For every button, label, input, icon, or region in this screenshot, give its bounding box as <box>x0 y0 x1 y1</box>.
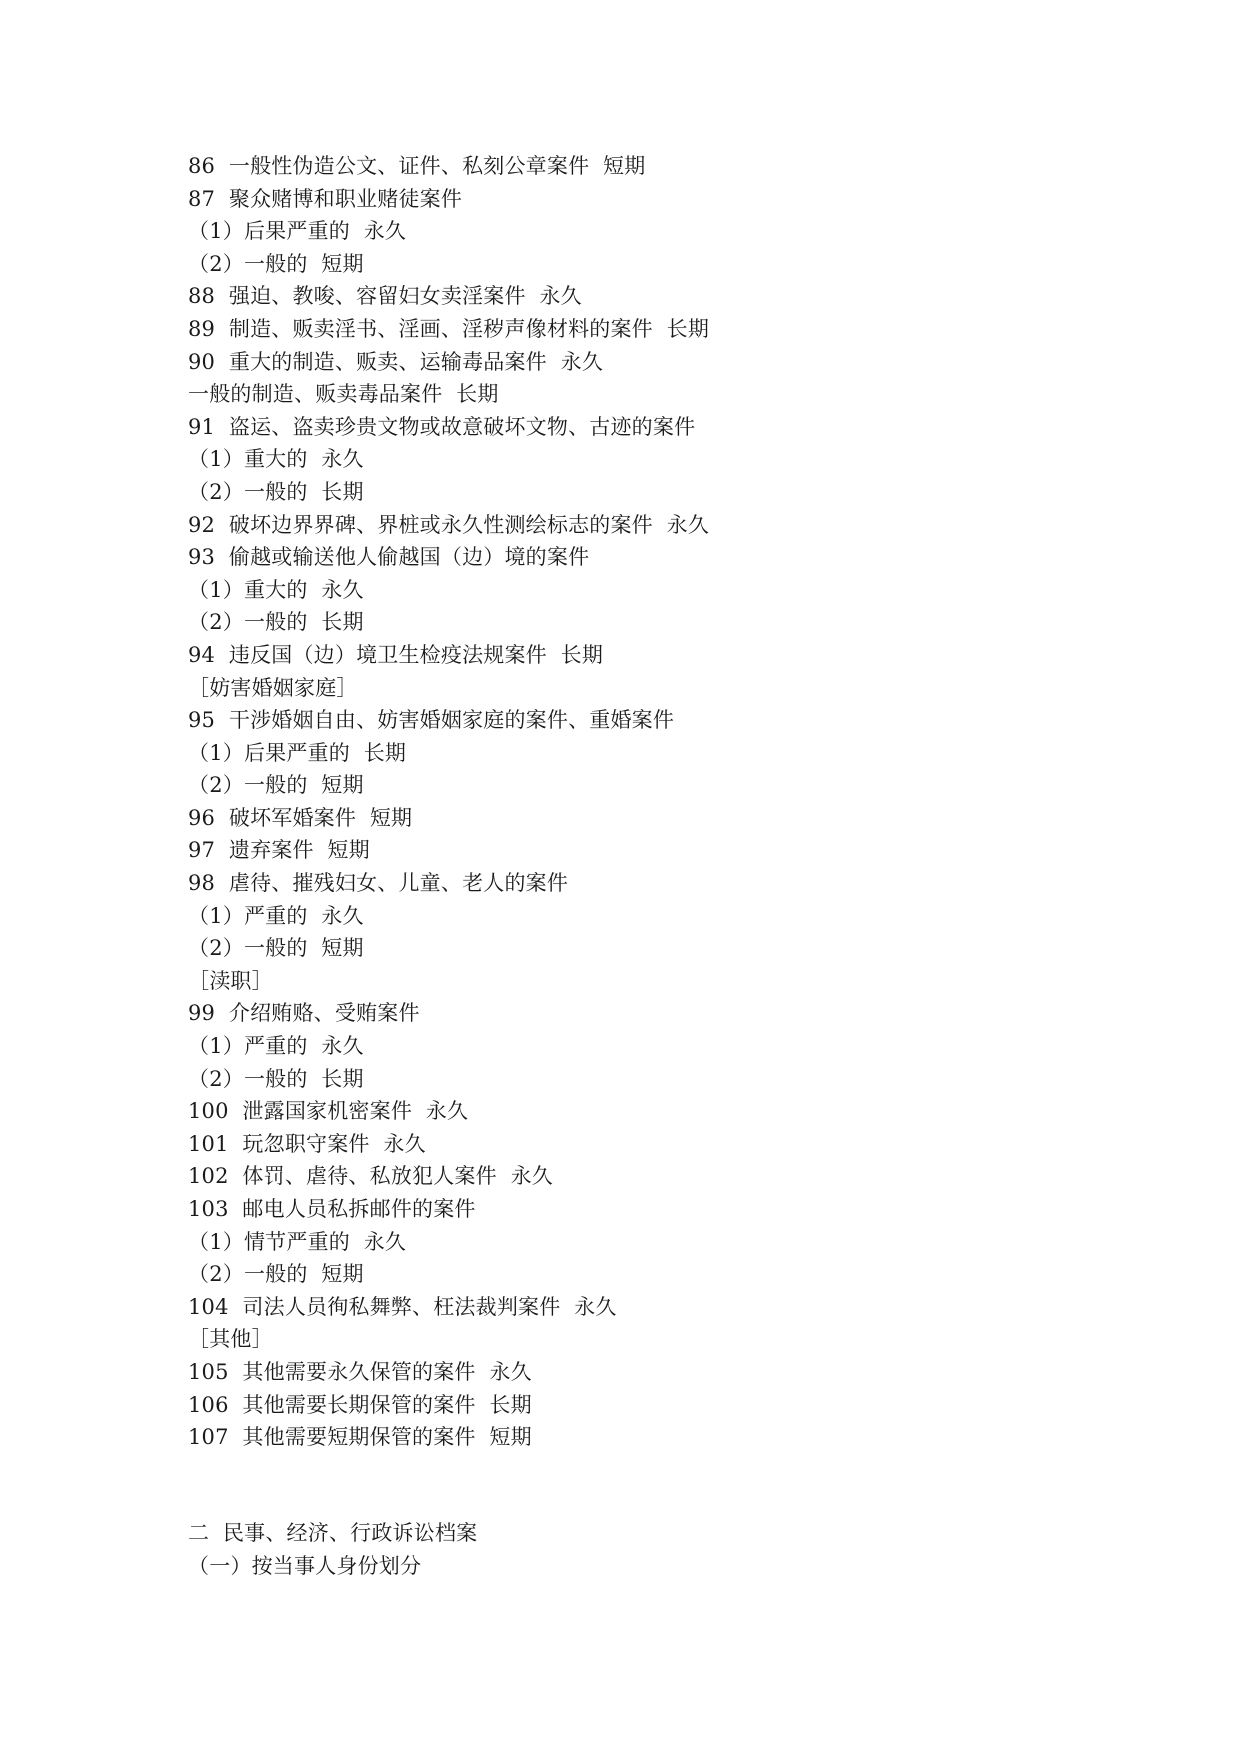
schedule-line-4: （2）一般的 短期 <box>188 251 364 276</box>
schedule-line-22: 97 遗弃案件 短期 <box>188 838 370 863</box>
section-heading-1: 二 民事、经济、行政诉讼档案 <box>188 1521 478 1545</box>
schedule-line-20: （2）一般的 短期 <box>188 773 364 798</box>
schedule-line-6: 89 制造、贩卖淫书、淫画、淫秽声像材料的案件 长期 <box>188 316 710 341</box>
schedule-line-31: 101 玩忽职守案件 永久 <box>188 1131 426 1156</box>
schedule-line-5: 88 强迫、教唆、容留妇女卖淫案件 永久 <box>188 284 582 309</box>
schedule-line-27: 99 介绍贿赂、受贿案件 <box>188 1001 420 1026</box>
schedule-line-1: 86 一般性伪造公文、证件、私刻公章案件 短期 <box>188 154 646 178</box>
schedule-line-21: 96 破坏军婚案件 短期 <box>188 805 413 830</box>
schedule-line-7: 90 重大的制造、贩卖、运输毒品案件 永久 <box>188 349 604 374</box>
schedule-line-24: （1）严重的 永久 <box>188 903 364 928</box>
schedule-line-32: 102 体罚、虐待、私放犯人案件 永久 <box>188 1164 553 1189</box>
schedule-line-19: （1）后果严重的 长期 <box>188 740 407 765</box>
schedule-line-12: 92 破坏边界界碑、界桩或永久性测绘标志的案件 永久 <box>188 512 710 537</box>
schedule-line-25: （2）一般的 短期 <box>188 936 364 961</box>
schedule-line-2: 87 聚众赌博和职业赌徒案件 <box>188 186 463 211</box>
schedule-line-34: （1）情节严重的 永久 <box>188 1229 407 1254</box>
schedule-line-38: 105 其他需要永久保管的案件 永久 <box>188 1359 532 1384</box>
schedule-line-16: 94 违反国（边）境卫生检疫法规案件 长期 <box>188 642 604 667</box>
schedule-line-36: 104 司法人员徇私舞弊、枉法裁判案件 永久 <box>188 1294 617 1319</box>
schedule-line-9: 91 盗运、盗卖珍贵文物或故意破坏文物、古迹的案件 <box>188 414 696 439</box>
schedule-line-26: ［渎职］ <box>188 968 273 993</box>
section-heading-2: （一）按当事人身份划分 <box>188 1553 422 1578</box>
schedule-line-35: （2）一般的 短期 <box>188 1262 364 1287</box>
schedule-line-17: ［妨害婚姻家庭］ <box>188 675 358 700</box>
schedule-line-37: ［其他］ <box>188 1327 273 1352</box>
retention-schedule-list <box>188 150 1168 1454</box>
schedule-line-11: （2）一般的 长期 <box>188 479 364 504</box>
schedule-line-40: 107 其他需要短期保管的案件 短期 <box>188 1425 532 1450</box>
schedule-line-28: （1）严重的 永久 <box>188 1034 364 1059</box>
schedule-line-14: （1）重大的 永久 <box>188 577 364 602</box>
schedule-line-39: 106 其他需要长期保管的案件 长期 <box>188 1392 532 1417</box>
schedule-line-13: 93 偷越或输送他人偷越国（边）境的案件 <box>188 545 590 570</box>
schedule-line-23: 98 虐待、摧残妇女、儿童、老人的案件 <box>188 871 569 896</box>
section-heading-block <box>188 1517 1168 1582</box>
schedule-line-18: 95 干涉婚姻自由、妨害婚姻家庭的案件、重婚案件 <box>188 708 675 733</box>
schedule-line-33: 103 邮电人员私拆邮件的案件 <box>188 1197 476 1221</box>
schedule-line-3: （1）后果严重的 永久 <box>188 219 407 244</box>
schedule-line-8: 一般的制造、贩卖毒品案件 长期 <box>188 382 499 407</box>
schedule-line-10: （1）重大的 永久 <box>188 447 364 472</box>
schedule-line-15: （2）一般的 长期 <box>188 610 364 635</box>
schedule-line-29: （2）一般的 长期 <box>188 1066 364 1091</box>
schedule-line-30: 100 泄露国家机密案件 永久 <box>188 1099 469 1124</box>
